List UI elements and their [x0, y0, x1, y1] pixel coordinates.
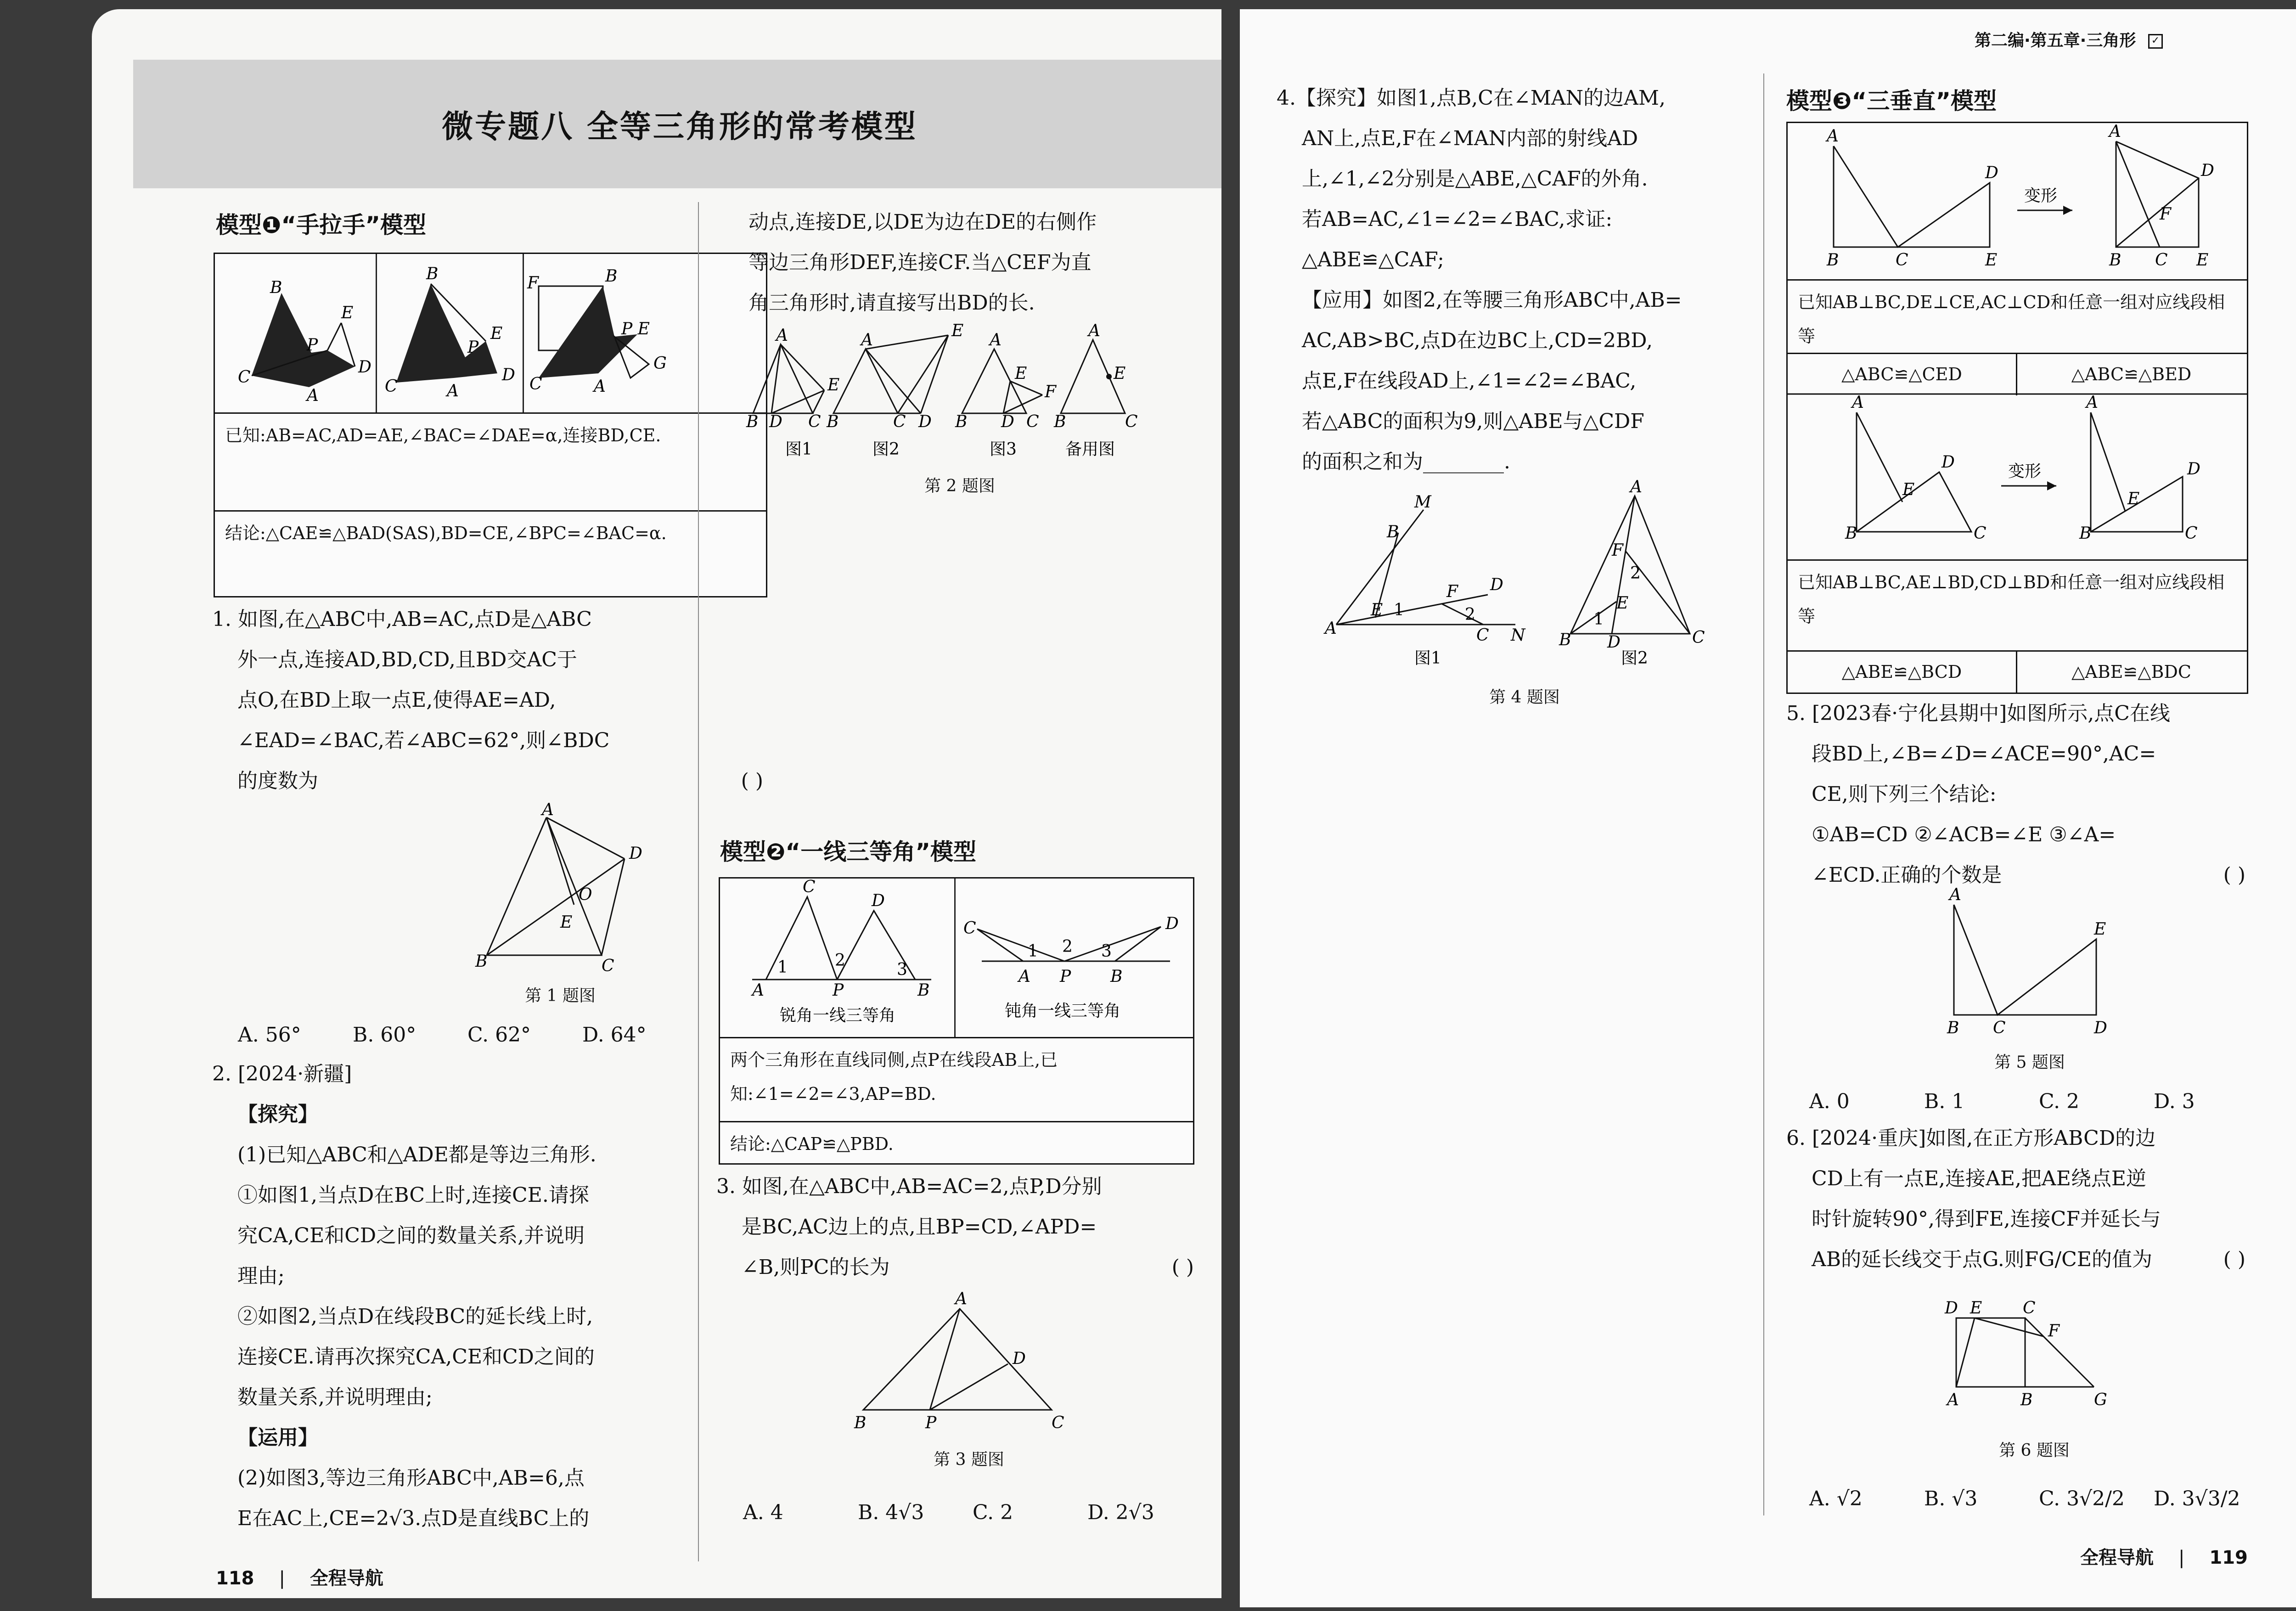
q1-choice-a[interactable]: A. 56° — [238, 1023, 301, 1047]
svg-text:D: D — [1945, 1299, 1958, 1318]
svg-text:B: B — [1827, 251, 1839, 270]
svg-text:B: B — [2020, 1391, 2033, 1409]
left-page — [92, 9, 1221, 1598]
model3-given-2: 已知AB⊥BC,AE⊥BD,CD⊥BD和任意一组对应线段相等 — [1788, 559, 2247, 648]
svg-text:C: C — [529, 375, 542, 394]
svg-text:B: B — [746, 412, 759, 431]
left-footer: 118 | 全程导航 — [216, 1568, 383, 1589]
svg-text:B: B — [917, 981, 930, 1000]
svg-text:D: D — [1490, 575, 1503, 594]
svg-text:B: B — [270, 278, 282, 297]
svg-text:E: E — [1114, 364, 1126, 383]
svg-text:F: F — [1612, 541, 1623, 560]
q6-caption: 第 6 题图 — [1999, 1441, 2070, 1460]
svg-text:C: C — [963, 919, 976, 938]
svg-text:C: C — [602, 957, 614, 975]
svg-text:A: A — [594, 377, 606, 396]
svg-text:B: B — [1054, 412, 1066, 431]
model2-figures — [720, 879, 1193, 1037]
model2-box — [719, 877, 1194, 1165]
transform-label-1: 变形 — [2024, 186, 2058, 205]
svg-text:O: O — [579, 885, 592, 904]
svg-text:E: E — [341, 304, 354, 322]
q1-caption: 第 1 题图 — [525, 986, 596, 1005]
svg-text:B: B — [1110, 967, 1123, 986]
q6-choice-d[interactable]: D. 3√3/2 — [2154, 1487, 2240, 1510]
svg-text:B: B — [426, 265, 439, 283]
svg-text:D: D — [2094, 1019, 2107, 1037]
svg-text:A: A — [1325, 619, 1337, 638]
svg-text:P: P — [467, 338, 479, 357]
q2-fig3-label: 图3 — [990, 440, 1017, 459]
svg-text:C: C — [2023, 1299, 2036, 1318]
model1-heading: 模型❶“手拉手”模型 — [216, 212, 427, 238]
svg-text:E: E — [1371, 601, 1383, 620]
q1-choice-c[interactable]: C. 62° — [467, 1023, 531, 1047]
q2-spare-fig-label: 备用图 — [1065, 440, 1115, 459]
q5-choice-c[interactable]: C. 2 — [2039, 1090, 2080, 1113]
svg-text:D: D — [1013, 1349, 1026, 1368]
q3-figure — [845, 1290, 1093, 1433]
right-brand: 全程导航 — [2080, 1547, 2154, 1568]
q6-answer-paren: ( ) — [2223, 1248, 2245, 1271]
model3-heading: 模型❸“三垂直”模型 — [1786, 88, 1997, 114]
q6-choice-b[interactable]: B. √3 — [1924, 1487, 1978, 1510]
svg-text:P: P — [833, 981, 844, 1000]
svg-text:A: A — [1827, 127, 1839, 146]
svg-text:B: B — [2109, 251, 2122, 270]
svg-text:E: E — [2127, 490, 2140, 508]
q6-choices — [1809, 1479, 2268, 1519]
checkbox-icon: ✓ — [2148, 34, 2163, 49]
svg-text:F: F — [2048, 1322, 2060, 1341]
svg-text:1: 1 — [777, 958, 788, 977]
svg-text:C: C — [1125, 412, 1138, 431]
q4-figures — [1318, 478, 1731, 670]
q3-answer-paren: ( ) — [1171, 1256, 1194, 1279]
svg-text:3: 3 — [897, 960, 907, 979]
q2-fig1-label: 图1 — [785, 440, 812, 459]
svg-text:D: D — [502, 366, 515, 384]
q2-caption: 第 2 题图 — [924, 477, 995, 496]
svg-text:A: A — [1947, 1391, 1959, 1409]
svg-text:2: 2 — [835, 951, 845, 970]
svg-text:E: E — [1015, 364, 1027, 383]
svg-text:P: P — [1060, 967, 1071, 986]
model3-conclusions-1: △ABC≌△CED △ABC≌△BED — [1788, 353, 2247, 395]
topic-title-band — [133, 60, 1221, 188]
model3-figure-top — [1788, 123, 2247, 279]
q1-answer-paren: ( ) — [741, 769, 763, 793]
svg-text:B: B — [955, 412, 968, 431]
svg-text:C: C — [238, 368, 251, 387]
svg-text:E: E — [1902, 480, 1915, 499]
question-3: 3. 如图,在△ABC中,AB=AC=2,点P,D分别 是BC,AC边上的点,且BP=CD,∠APD= ∠B,则PC的长为 ( ) — [716, 1166, 1203, 1288]
svg-text:1: 1 — [1394, 601, 1404, 620]
q4-fig1-label: 图1 — [1414, 649, 1441, 668]
q5-choices — [1809, 1082, 2268, 1122]
svg-text:C: C — [1692, 628, 1705, 647]
svg-text:2: 2 — [1630, 564, 1641, 583]
svg-text:E: E — [951, 321, 964, 340]
svg-text:D: D — [629, 844, 642, 863]
svg-text:A: A — [861, 331, 873, 349]
svg-text:F: F — [1446, 582, 1458, 601]
svg-text:B: B — [1845, 524, 1857, 543]
question-6: 6. [2024·重庆]如图,在正方形ABCD的边 CD上有一点E,连接AE,把AE绕点E逆 时针旋转90°,得到FE,连接CF并延长与 AB的延长线交于点G.则FG/CE的值为 ( ) — [1786, 1118, 2255, 1280]
chapter-header: 第二编·第五章·三角形 ✓ — [1975, 28, 2163, 51]
model2-given: 两个三角形在直线同侧,点P在线段AB上,已知:∠1=∠2=∠3,AP=BD. — [720, 1037, 1193, 1121]
svg-text:A: A — [1949, 885, 1961, 904]
model1-given: 已知:AB=AC,AD=AE,∠BAC=∠DAE=α,连接BD,CE. — [215, 412, 766, 510]
svg-text:B: B — [827, 412, 839, 431]
q3-choice-b[interactable]: B. 4√3 — [858, 1501, 924, 1524]
svg-text:D: D — [1941, 453, 1955, 472]
svg-text:G: G — [2094, 1391, 2107, 1409]
svg-text:F: F — [527, 274, 539, 293]
svg-text:D: D — [1001, 412, 1014, 431]
svg-text:E: E — [2196, 251, 2209, 270]
svg-text:C: C — [1974, 524, 1986, 543]
svg-text:D: D — [2187, 460, 2200, 479]
model3-figure-bottom — [1788, 394, 2247, 559]
transform-label-2: 变形 — [2008, 462, 2042, 481]
svg-text:A: A — [447, 382, 459, 400]
question-2-continued: 动点,连接DE,以DE为边在DE的右侧作 等边三角形DEF,连接CF.当△CEF为直 角三角形时,请直接写出BD的长. — [748, 210, 1097, 315]
q4-caption: 第 4 题图 — [1489, 688, 1560, 707]
svg-text:A: A — [990, 331, 1002, 349]
svg-text:C: C — [1052, 1414, 1064, 1432]
svg-text:P E: P E — [621, 320, 650, 338]
svg-text:M: M — [1414, 493, 1431, 512]
q5-choice-d[interactable]: D. 3 — [2154, 1090, 2195, 1113]
svg-text:A: A — [542, 800, 554, 819]
svg-text:E: E — [1616, 594, 1629, 613]
svg-text:D: D — [1985, 163, 1998, 182]
svg-text:D: D — [918, 412, 932, 431]
left-page-number: 118 — [216, 1568, 254, 1589]
q3-choice-c[interactable]: C. 2 — [973, 1501, 1013, 1524]
svg-text:E: E — [2094, 920, 2106, 939]
q6-choice-c[interactable]: C. 3√2/2 — [2039, 1487, 2125, 1510]
svg-text:C: C — [1896, 251, 1908, 270]
svg-text:B: B — [854, 1414, 867, 1432]
q3-choices — [743, 1493, 1216, 1533]
svg-text:P: P — [925, 1414, 937, 1432]
q1-choice-b[interactable]: B. 60° — [353, 1023, 416, 1047]
q5-answer-paren: ( ) — [2223, 863, 2245, 887]
q1-figure — [468, 800, 652, 975]
obtuse-label: 钝角一线三等角 — [1005, 1002, 1121, 1020]
right-page-number: 119 — [2209, 1547, 2248, 1568]
svg-text:A: A — [2109, 122, 2121, 141]
svg-text:C: C — [385, 377, 398, 396]
model2-heading: 模型❷“一线三等角”模型 — [720, 839, 977, 865]
svg-text:A: A — [1630, 478, 1642, 496]
q4-fig2-label: 图2 — [1621, 649, 1648, 668]
acute-label: 锐角一线三等角 — [780, 1006, 896, 1025]
svg-text:B: B — [475, 952, 488, 971]
q2-fig2-label: 图2 — [872, 440, 900, 459]
svg-text:C: C — [893, 412, 906, 431]
svg-text:E: E — [1970, 1299, 1982, 1318]
svg-text:G: G — [653, 354, 667, 373]
svg-text:P: P — [307, 336, 318, 355]
question-5: 5. [2023春·宁化县期中]如图所示,点C在线 段BD上,∠B=∠D=∠ACE=90°,AC= CE,则下列三个结论: ①AB=CD ②∠ACB=∠E ③∠A= ∠ECD.正确的个数是 ( ) — [1786, 693, 2255, 896]
svg-text:E: E — [827, 376, 840, 394]
svg-text:C: C — [1026, 412, 1039, 431]
hand-in-hand-figures — [215, 254, 766, 412]
model3-given-1: 已知AB⊥BC,DE⊥CE,AC⊥CD和任意一组对应线段相等 — [1788, 279, 2247, 354]
svg-text:F: F — [1045, 383, 1056, 401]
svg-text:C: C — [1476, 626, 1489, 645]
right-page — [1240, 9, 2296, 1607]
question-2: 2. [2024·新疆] 【探究】 (1)已知△ABC和△ADE都是等边三角形. ①如图1,当点D在BC上时,连接CE.请探 究CA,CE和CD之间的数量关系,并说明 理由; ②如图2,当点D在线段BC的延长线上时, 连接CE.请再次探究CA,CE和CD之间的 数量关系,并说明理由; 【运用】 (2)如图3,等边三角形ABC中,AB=6,点 E在AC上,CE=2√3.点D是直线BC上的 — [212, 1062, 597, 1530]
svg-text:A: A — [1852, 393, 1864, 412]
svg-text:1: 1 — [1028, 942, 1038, 961]
svg-text:A: A — [307, 386, 319, 405]
svg-text:D: D — [2201, 161, 2214, 180]
svg-text:A: A — [1088, 321, 1100, 340]
svg-text:C: C — [1993, 1019, 2006, 1037]
svg-text:B: B — [2079, 524, 2092, 543]
model2-conclusion: 结论:△CAP≌△PBD. — [720, 1121, 1193, 1168]
svg-text:A: A — [2086, 393, 2098, 412]
right-footer: 全程导航 | 119 — [2080, 1547, 2248, 1568]
svg-text:D: D — [1165, 914, 1179, 933]
svg-text:B: B — [1387, 523, 1399, 541]
svg-text:B: B — [605, 267, 618, 286]
svg-text:E: E — [490, 324, 503, 343]
svg-text:C: C — [803, 878, 816, 896]
q5-choice-a[interactable]: A. 0 — [1809, 1090, 1850, 1113]
svg-text:3: 3 — [1101, 942, 1112, 961]
svg-text:A: A — [776, 326, 788, 345]
svg-text:N: N — [1511, 626, 1525, 645]
model3-conclusions-2: △ABE≌△BCD △ABE≌△BDC — [1788, 650, 2247, 693]
svg-text:1: 1 — [1593, 610, 1604, 629]
svg-text:D: D — [1607, 633, 1621, 652]
svg-text:C: C — [2155, 251, 2168, 270]
q6-choice-a[interactable]: A. √2 — [1809, 1487, 1863, 1510]
model1-conclusion: 结论:△CAE≌△BAD(SAS),BD=CE,∠BPC=∠BAC=α. — [215, 510, 766, 603]
question-4: 4.【探究】如图1,点B,C在∠MAN的边AM, AN上,点E,F在∠MAN内部的射线AD 上,∠1,∠2分别是△ABE,△CAF的外角. 若AB=AC,∠1=∠2=∠BAC,求证: △ABE≌△CAF; 【应用】如图2,在等腰三角形ABC中,AB= AC,AB>BC,点D在边BC上,CD=2BD, 点E,F在线段AD上,∠1=∠2=∠BAC, 若△ABC的面积为9,则△ABE与△CDF 的面积之和为________. — [1277, 86, 1682, 473]
svg-text:F: F — [2160, 205, 2171, 224]
q5-figure — [1933, 885, 2126, 1042]
svg-text:A: A — [1019, 967, 1030, 986]
q3-choice-a[interactable]: A. 4 — [743, 1501, 783, 1524]
q6-figure — [1938, 1295, 2131, 1424]
q3-caption: 第 3 题图 — [934, 1450, 1004, 1469]
svg-text:A: A — [955, 1290, 967, 1308]
svg-text:E: E — [560, 913, 573, 932]
svg-text:A: A — [752, 981, 764, 1000]
svg-text:D: D — [358, 358, 371, 377]
model3-box — [1786, 122, 2248, 694]
svg-text:D: D — [769, 412, 782, 431]
left-brand: 全程导航 — [310, 1568, 383, 1589]
q1-choice-d[interactable]: D. 64° — [582, 1023, 647, 1047]
svg-text:2: 2 — [1062, 937, 1073, 956]
question-1: 1. 如图,在△ABC中,AB=AC,点D是△ABC 外一点,连接AD,BD,CD,且BD交AC于 点O,在BD上取一点E,使得AE=AD, ∠EAD=∠BAC,若∠ABC=62°,则∠BDC 的度数为 ( ) — [212, 599, 777, 801]
svg-text:D: D — [872, 891, 885, 910]
q2-figures — [744, 321, 1203, 464]
svg-text:B: B — [1947, 1019, 1959, 1037]
svg-text:E: E — [1985, 251, 1998, 270]
q3-choice-d[interactable]: D. 2√3 — [1087, 1501, 1154, 1524]
svg-text:2: 2 — [1465, 605, 1475, 624]
svg-text:B: B — [1559, 631, 1571, 649]
topic-title: 微专题八 全等三角形的常考模型 — [442, 108, 917, 145]
model1-box — [214, 253, 767, 597]
svg-text:C: C — [808, 412, 821, 431]
q1-choices — [238, 1015, 766, 1055]
q5-caption: 第 5 题图 — [1994, 1053, 2065, 1072]
model1-figures — [215, 254, 766, 412]
svg-text:C: C — [2185, 524, 2198, 543]
q5-choice-b[interactable]: B. 1 — [1924, 1090, 1965, 1113]
